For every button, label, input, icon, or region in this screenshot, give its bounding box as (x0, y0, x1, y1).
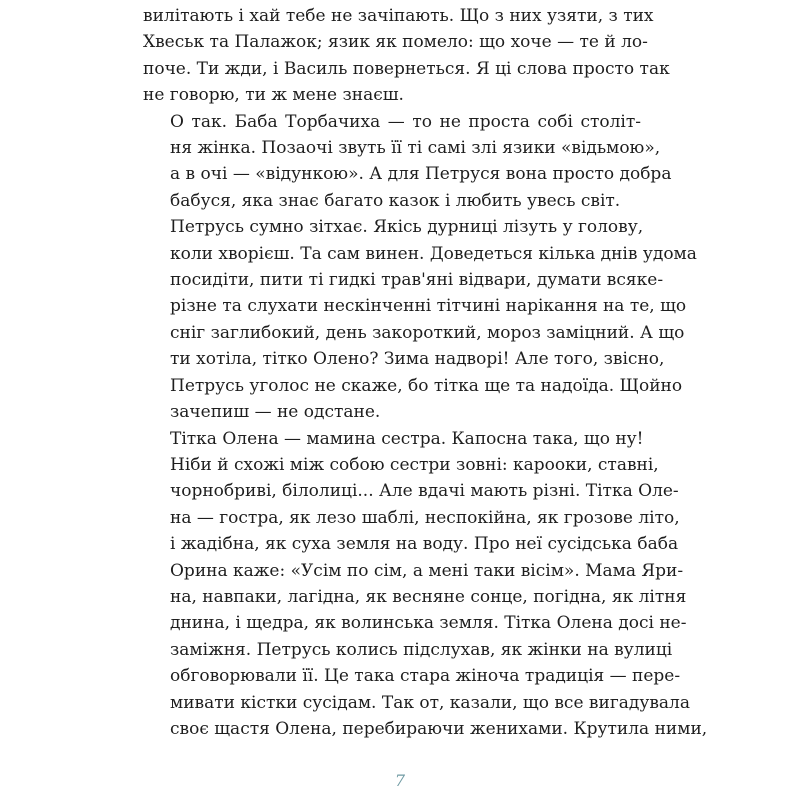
page-number: 7 (394, 771, 406, 790)
paragraph (143, 3, 670, 109)
text-line: не говорю, ти ж мене знаєш. (143, 85, 404, 106)
paragraph (143, 214, 697, 425)
text-line: ти хотіла, тітко Олено? Зима надворі! Але того, звісно, (170, 349, 665, 370)
text-line: сніг заглибокий, день закороткий, мороз заміцний. А що (170, 322, 685, 343)
text-line: мивати кістки сусідам. Так от, казали, що все вигадувала (170, 692, 690, 713)
text-line: вилітають і хай тебе не зачіпають. Що з них узяти, з тих (143, 6, 654, 26)
text-line: Хвеськ та Палажок; язик як помело: що хоче — те й ло- (143, 32, 648, 53)
text-line: днина, і щедра, як волинська земля. Тітка Олена досі не- (170, 613, 687, 634)
text-line: Тітка Олена — мамина сестра. Капосна така, що ну! (170, 428, 644, 449)
text-line: обговорювали її. Це така стара жіноча традиція — пере- (170, 666, 681, 687)
text-line: ня жінка. Позаочі звуть її ті самі злі язики «відьмою», (170, 138, 661, 159)
text-line: чорнобриві, білолиці... Але вдачі мають різні. Тітка Оле- (170, 481, 679, 502)
text-line: Орина каже: «Усім по сім, а мені таки вісім». Мама Яри- (170, 560, 684, 581)
text-line: зачепиш — не одстане. (170, 402, 381, 423)
text-line: на — гостра, як лезо шаблі, неспокійна, як грозове літо, (170, 507, 680, 528)
text-line: бабуся, яка знає багато казок і любить увесь світ. (170, 190, 621, 211)
text-line: різне та слухати нескінченні тітчині нарікання на те, що (170, 296, 687, 317)
text-line: а в очі — «відункою». А для Петруся вона просто добра (170, 164, 672, 185)
text-line: поче. Ти жди, і Василь повернеться. Я ці слова просто так (143, 58, 670, 79)
text-line: Петрусь уголос не скаже, бо тітка ще та надоїда. Щойно (170, 375, 683, 396)
text-line: посидіти, пити ті гидкі трав'яні відвари, думати всяке- (170, 270, 664, 291)
text-line: коли хворієш. Та сам винен. Доведеться кілька днів удома (170, 243, 697, 264)
paragraph (143, 109, 672, 215)
text-line: на, навпаки, лагідна, як весняне сонце, погідна, як літня (170, 586, 687, 607)
body-text (143, 3, 708, 742)
text-line: Ніби й схожі між собою сестри зовні: карооки, ставні, (170, 454, 659, 475)
text-line: своє щастя Олена, перебираючи женихами. Крутила ними, (170, 718, 708, 739)
paragraph (143, 426, 708, 743)
text-line: і жадібна, як суха земля на воду. Про неї сусідська баба (170, 534, 679, 555)
text-line: Петрусь сумно зітхає. Якісь дурниці лізуть у голову, (170, 217, 644, 238)
text-line: заміжня. Петрусь колись підслухав, як жінки на вулиці (170, 639, 673, 660)
text-line: О так. Баба Торбачиха — то не проста собі століт- (170, 111, 641, 132)
